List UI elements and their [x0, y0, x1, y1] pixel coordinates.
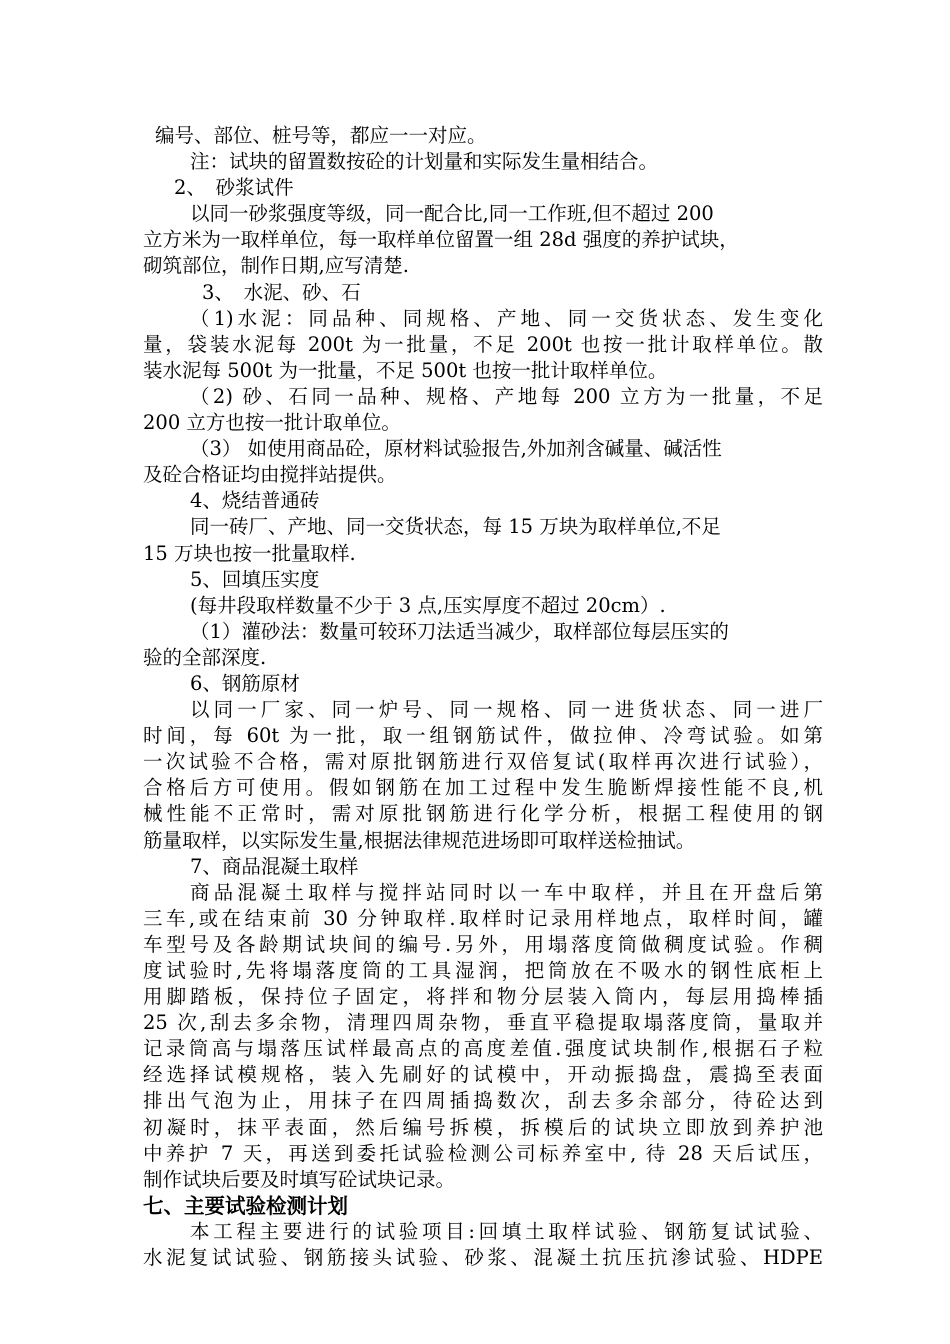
text-line: 量，袋装水泥每 200t 为一批量，不足 200t 也按一批计取样单位。散 — [143, 332, 823, 356]
text-line: 立方米为一取样单位，每一取样单位留置一组 28d 强度的养护试块， — [143, 228, 739, 252]
text-line: 时间，每 60t 为一批，取一组钢筋试件，做拉伸、冷弯试验。如第 — [143, 724, 823, 748]
text-line: 本工程主要进行的试验项目:回填土取样试验、钢筋复试试验、 — [190, 1219, 823, 1243]
text-line: 2、 砂浆试件 — [174, 176, 294, 200]
text-line: 初凝时，抹平表面，然后编号拆模，拆模后的试块立即放到养护池 — [143, 1115, 823, 1139]
text-line: 编号、部位、桩号等，都应一一对应。 — [155, 124, 487, 147]
text-line: 经选择试模规格，装入先刷好的试模中，开动振捣盘，震捣至表面 — [143, 1063, 823, 1087]
section-heading: 七、主要试验检测计划 — [143, 1193, 348, 1218]
text-line: 度试验时,先将塌落度筒的工具湿润，把筒放在不吸水的钢性底柜上 — [143, 959, 823, 982]
text-line: 械性能不正常时，需对原批钢筋进行化学分析，根据工程使用的钢 — [143, 802, 823, 826]
text-line: 商品混凝土取样与搅拌站同时以一车中取样，并且在开盘后第 — [190, 880, 823, 904]
text-line: 15 万块也按一批量取样. — [143, 541, 356, 565]
text-line: 水泥复试试验、钢筋接头试验、砂浆、混凝土抗压抗渗试验、HDPE — [143, 1246, 823, 1270]
text-line: 5、回填压实度 — [190, 567, 320, 591]
text-line: 200 立方也按一批计取单位。 — [143, 411, 401, 435]
text-line: 验的全部深度. — [143, 645, 267, 669]
document-body — [143, 123, 823, 1271]
text-line: 装水泥每 500t 为一批量，不足 500t 也按一批计取样单位。 — [143, 358, 668, 382]
text-line: 7、商品混凝土取样 — [190, 854, 359, 878]
text-line: 制作试块后要及时填写砼试块记录。 — [143, 1167, 456, 1191]
text-line: （2) 砂、石同一品种、规格、产地每 200 立方为一批量，不足 — [190, 384, 823, 408]
text-line: 以同一厂家、同一炉号、同一规格、同一进货状态、同一进厂 — [190, 698, 823, 722]
text-line: 3、 水泥、砂、石 — [202, 280, 361, 304]
text-line: 筋量取样，以实际发生量,根据法律规范进场即可取样送检抽试。 — [143, 828, 696, 852]
text-line: 排出气泡为止，用抹子在四周插捣数次，刮去多余部分，待砼达到 — [143, 1089, 823, 1113]
text-line: 注：试块的留置数按砼的计划量和实际发生量相结合。 — [190, 150, 659, 174]
text-line: 记录筒高与塌落压试样最高点的高度差值.强度试块制作,根据石子粒 — [143, 1037, 823, 1061]
text-line: 三车,或在结束前 30 分钟取样.取样时记录用样地点，取样时间，罐 — [143, 906, 823, 930]
text-line: 车型号及各龄期试块间的编号.另外，用塌落度筒做稠度试验。作稠 — [143, 932, 823, 956]
text-line: （1）灌砂法：数量可较环刀法适当减少，取样部位每层压实的 — [190, 619, 729, 643]
text-line: 用脚踏板，保持位子固定，将拌和物分层装入筒内，每层用捣棒插 — [143, 985, 823, 1009]
text-line: 中养护 7 天，再送到委托试验检测公司标养室中, 待 28 天后试压， — [143, 1141, 823, 1165]
text-line: 以同一砂浆强度等级，同一配合比,同一工作班,但不超过 200 — [190, 202, 714, 226]
text-line: （3） 如使用商品砼，原材料试验报告,外加剂含碱量、碱活性 — [190, 437, 722, 461]
text-line: 一次试验不合格，需对原批钢筋进行双倍复试(取样再次进行试验）， — [143, 750, 823, 774]
text-line: 同一砖厂、产地、同一交货状态，每 15 万块为取样单位,不足 — [190, 515, 721, 539]
text-line: 合格后方可使用。假如钢筋在加工过程中发生脆断焊接性能不良,机 — [143, 776, 823, 800]
text-line: 及砼合格证均由搅拌站提供。 — [143, 463, 397, 487]
text-line: 6、钢筋原材 — [190, 671, 300, 695]
text-line: （1)水泥：同品种、同规格、产地、同一交货状态、发生变化 — [190, 306, 823, 330]
text-line: 砌筑部位，制作日期,应写清楚. — [143, 254, 409, 278]
text-line: 25 次,刮去多余物，清理四周杂物，垂直平稳提取塌落度筒，量取并 — [143, 1011, 823, 1035]
text-line: (每井段取样数量不少于 3 点,压实厚度不超过 20cm）. — [190, 593, 666, 617]
text-line: 4、烧结普通砖 — [190, 489, 320, 513]
